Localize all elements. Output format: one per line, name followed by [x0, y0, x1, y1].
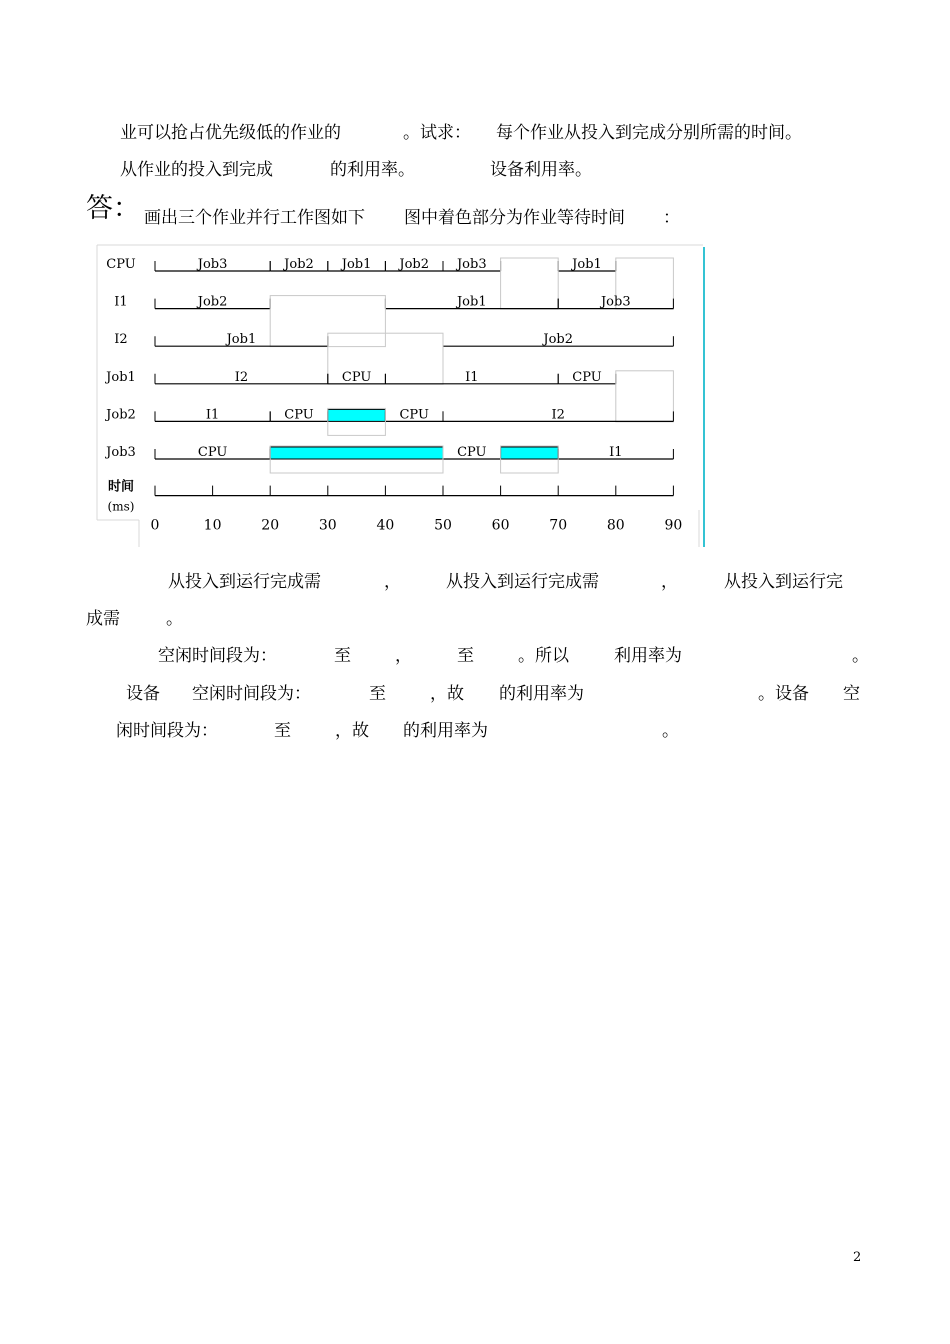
segment-label: CPU [197, 445, 228, 460]
segment-label: I1 [205, 407, 220, 423]
segment-label: CPU [284, 407, 314, 423]
question-text: 。试求： [403, 123, 471, 143]
segment-label: I1 [609, 445, 623, 460]
row-label: I2 [114, 332, 128, 348]
axis-tick-label: 30 [318, 517, 337, 534]
gantt-row [104, 370, 673, 422]
idle-box [501, 258, 559, 309]
axis-tick-label: 70 [549, 517, 568, 534]
axis-label: 时间 [107, 479, 135, 495]
result-text: ，故 [335, 721, 369, 741]
axis-tick-label: 90 [664, 517, 683, 534]
segment-label: CPU [341, 369, 372, 385]
segment-label: Job1 [226, 332, 257, 348]
axis-tick-label: 60 [491, 517, 510, 534]
result-text: 设备 [126, 684, 160, 704]
question-text: 每个作业从投入到完成分别所需的时间。 [496, 123, 802, 143]
segment-label: Job3 [456, 257, 487, 272]
result-text: 。 [166, 609, 183, 629]
segment-label: CPU [399, 407, 429, 423]
segment-label: Job3 [600, 294, 631, 310]
row-label: Job2 [106, 407, 136, 423]
segment-label: CPU [457, 445, 487, 460]
row-label: Job1 [106, 369, 136, 385]
gantt-row [114, 295, 673, 347]
axis-tick-label: 40 [376, 517, 395, 534]
gantt-row [104, 445, 673, 473]
question-text: 设备利用率。 [490, 160, 592, 180]
result-text: 成需 [86, 609, 120, 629]
result-text: 至 [274, 721, 291, 741]
result-text: ， [395, 646, 412, 666]
row-label: Job3 [106, 445, 136, 460]
axis-tick-label: 10 [203, 517, 222, 534]
result-text: 至 [334, 646, 351, 666]
page-number: 2 [853, 1250, 862, 1265]
axis-tick-label: 80 [606, 517, 625, 534]
result-text: 的利用率为 [499, 684, 584, 704]
result-text: 从投入到运行完 [724, 572, 843, 592]
segment-label: Job1 [456, 294, 487, 310]
answer-text: 图中着色部分为作业等待时间 [404, 208, 625, 228]
result-text: 空 [843, 684, 860, 704]
answer-text: ： [663, 208, 680, 228]
result-text: 从投入到运行完成需 [446, 572, 599, 592]
result-text: 。 [662, 721, 679, 741]
wait-bar [501, 447, 559, 459]
question-text: 从作业的投入到完成 [120, 160, 273, 180]
chart-rows [104, 257, 673, 473]
answer-mark: 答： [86, 193, 140, 224]
question-text: 的利用率。 [330, 160, 415, 180]
result-text: 。 [852, 646, 869, 666]
result-text: 从投入到运行完成需 [168, 572, 321, 592]
wait-bar [328, 409, 386, 421]
axis-unit: (ms) [107, 499, 135, 514]
chart-axis [108, 479, 683, 534]
segment-label: I1 [465, 369, 479, 385]
result-text: 至 [369, 684, 386, 704]
result-text: ，故 [430, 684, 464, 704]
answer-text: 画出三个作业并行工作图如下 [144, 208, 365, 228]
segment-label: Job2 [284, 257, 314, 272]
row-label: CPU [106, 257, 136, 272]
segment-label: Job2 [197, 294, 228, 310]
question-text: 业可以抢占优先级低的作业的 [120, 123, 341, 143]
segment-label: I2 [234, 369, 249, 385]
segment-label: Job2 [399, 257, 430, 272]
wait-bar [270, 447, 443, 459]
result-text: ， [384, 572, 401, 592]
segment-label: Job1 [341, 257, 372, 272]
row-label: I1 [114, 294, 128, 310]
segment-label: I2 [551, 407, 565, 423]
idle-box [616, 371, 674, 422]
chart-frame [97, 245, 704, 547]
result-text: 空闲时间段为： [158, 646, 277, 666]
result-text: 。设备 [758, 684, 809, 704]
axis-tick-label: 50 [434, 517, 452, 534]
result-text: ， [661, 572, 678, 592]
gantt-row [106, 257, 673, 309]
result-text: 的利用率为 [403, 721, 488, 741]
result-text: 空闲时间段为： [192, 684, 311, 704]
gantt-row [104, 407, 673, 435]
segment-label: Job3 [197, 257, 228, 272]
axis-tick-label: 0 [150, 517, 160, 534]
result-text: 至 [457, 646, 474, 666]
result-text: 利用率为 [614, 646, 682, 666]
result-text: 。所以 [518, 646, 569, 666]
result-text: 闲时间段为： [116, 721, 218, 741]
segment-label: Job2 [543, 332, 574, 348]
axis-tick-label: 20 [261, 517, 280, 534]
segment-label: Job1 [572, 257, 602, 272]
segment-label: CPU [572, 369, 602, 385]
